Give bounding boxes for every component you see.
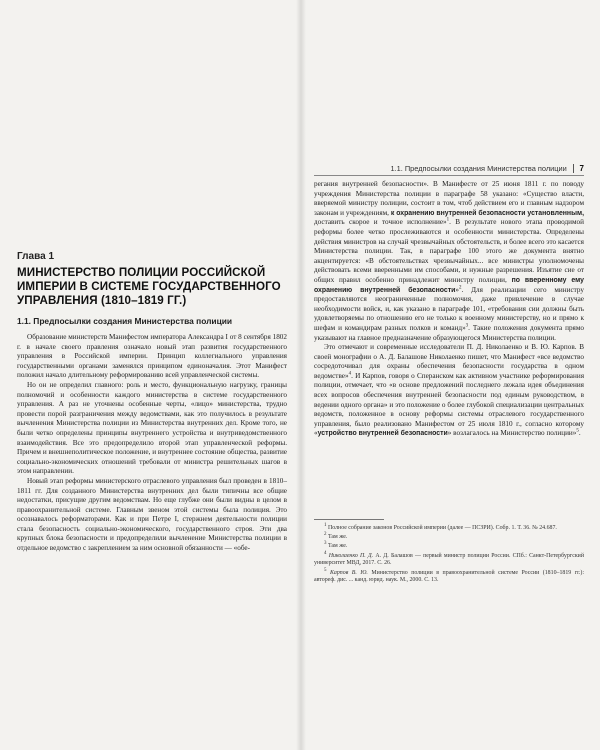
chapter-title: МИНИСТЕРСТВО ПОЛИЦИИ РОССИЙСКОЙ ИМПЕРИИ В СИСТЕМЕ ГОСУДАРСТВЕННОГО УПРАВЛЕНИЯ (1810–1819 ГГ.)	[17, 266, 281, 308]
book-gutter	[296, 0, 306, 750]
footnote-author: Карпов В. Ю.	[330, 569, 368, 576]
running-head-separator	[573, 164, 574, 173]
footnote-ref: 3	[465, 323, 469, 329]
running-head-title: 1.1. Предпосылки создания Министерства полиции	[390, 164, 567, 173]
footnote-number: 1	[324, 523, 327, 529]
paragraph	[314, 343, 584, 439]
text-run: . И Карпов, говоря о Сперанском как активном участнике реформирования полиции, отмечает, что «в основе предложений последнего лежала идея объединения всех вопросов обеспечения внутренней безопасности под единым руководством, в ведении одного органа» и это положение о более глубокой специализации центральных ведомств, положенное в основу реформы системы отраслевого государственного управления, было реализовано Манифестом от 25 июля 1810 г., согласно которому «	[314, 371, 584, 438]
footnote-text: Министерство полиции в правоохранительной системе России (1810–1819 гг.): автореф. дис. ... канд. юрид. наук. М., 2000. С. 13.	[314, 569, 584, 584]
page-number: 7	[579, 164, 584, 173]
footnote	[314, 550, 584, 569]
text-run: регания внутренней безопасности». В Манифесте от 25 июня 1811 г. по поводу учреждения Министерства полиции в параграфе 58 указано: «Существо власти, вверяемой министру полиции, состоит в том, чтоб действием его и главным надзором законам и учреждениям,	[314, 180, 584, 217]
running-head	[314, 164, 584, 176]
text-run: Это отмечают и современные исследователи П. Д. Николаенко и В. Ю. Карпов. В своей монографии о А. Д. Балашове Николаенко пишет, что Манифест «все ведомство сосредоточивал для охраны обеспечения безопасности государства в одном ведомстве»	[314, 343, 584, 380]
chapter-label: Глава 1	[17, 251, 55, 262]
footnote	[314, 543, 584, 551]
footnote-ref: 1	[446, 217, 450, 223]
section-title: 1.1. Предпосылки создания Министерства полиции	[17, 316, 233, 326]
footnote-number: 4	[324, 550, 327, 556]
emphasis-text: к охранению внутренней безопасности установленным,	[390, 209, 584, 217]
paragraph: Но он не определил главного: роль и место, функциональную нагрузку, границы полномочий и особенности каждого министерства в системе государственного управления. А раз не уточнены особенные черты, «лицо» министерства, трудно провести порой разграничения между ведомствами, как это получилось в результате вычленения Министерства полиции из Министерства внутренних дел. Кроме того, не были четко определены принципы внутреннего устройства и внутриведомственного взаимодействия. Все это предопределило второй этап управленческой реформы. Причем и внешнеполитическое положение, и внутреннее состояние общества, развитие социально-экономических отношений требовали от министра решительных шагов в этом направлении.	[17, 380, 287, 476]
footnote-ref: 4	[348, 371, 352, 377]
text-run: доставить скорое и точное исполнение»	[314, 218, 447, 227]
footnote-text: Там же.	[327, 534, 348, 541]
paragraph: Новый этап реформы министерского отраслевого управления был проведен в 1810–1811 гг. Для созданного Министерства внутренних дел были типичны все общие недостатки, присущие другим ведомствам. Но еще глубже они были видны в целом в правоохранительной системе. Главным звеном этой системы была полиция. Это осознавалось реформаторами. Как и при Петре I, стержнем деятельности полиции стала безопасность социально-экономического, государственного строя. Эти два крупных блока безопасности и предопределили вычленение Министерства полиции в отдельное ведомство с закреплением за ним основной обязанности — «обе-	[17, 476, 287, 553]
text-run: . Такие положения документа прямо указывают на главное предназначение образующегося Министерства полиции.	[314, 323, 584, 342]
footnote	[314, 567, 584, 586]
footnote-text: Полное собрание законов Российской империи (далее — ПСЗРИ). Собр. 1. Т. 36. № 24.687.	[327, 525, 557, 531]
text-run: »	[455, 285, 459, 294]
right-page-body	[314, 180, 584, 439]
paragraph: Образование министерств Манифестом императора Александра I от 8 сентября 1802 г. в начале своего правления означало новый этап развития государственного управления в Российской империи. Принцип коллегиального управления государственными органами заменялся принципом единоначалия. Этот Манифест положил начало длительному реформированию всей управленческой системы.	[17, 333, 287, 380]
footnote-ref: 5	[576, 429, 579, 435]
footnote-number: 5	[324, 567, 327, 573]
left-page-body	[17, 333, 287, 554]
footnote-text: Там же.	[327, 543, 348, 550]
footnote	[314, 534, 584, 542]
paragraph	[314, 180, 584, 343]
footnote	[314, 525, 584, 533]
text-run: » возлагалось на Министерство полиции»	[447, 429, 577, 438]
footnote-text: А. Д. Балашов — первый министр полиции России. СПб.: Санкт-Петербургский университет МВД, 2017. С. 26.	[314, 552, 584, 567]
footnote-author: Николаенко П. Д.	[328, 552, 374, 559]
footnote-divider	[314, 519, 384, 520]
emphasis-text: устройство внутренней безопасности	[317, 430, 448, 438]
text-run: .	[578, 429, 581, 438]
footnote-number: 3	[324, 541, 327, 547]
text-run: . В результате нового этапа проводимой реформы более четко прослеживаются и особенности министерства. Определены действия министров на случай чрезвычайных обстоятельств, и более всего это касается Министерства полиции. Так, в параграфе 100 этого же документа внятно акцентируется: «В обстоятельствах чрезвычайных... все министры уполномочены действовать всеми вверенными им способами, и нужные разрешения. Изъятие сие от общих правил особенно принадлежит министру полиции,	[314, 218, 584, 284]
footnote-number: 2	[324, 532, 327, 538]
footnotes	[314, 525, 584, 587]
emphasis-text: по вверенному ему охранению внутренней безопасности	[314, 276, 584, 294]
footnote-ref: 2	[458, 285, 462, 291]
text-run: . Для реализации сего министру предоставляются неограниченные полномочия, даже привлечение в случае необходимости войск, и, как указано в параграфе 101, «требования сии должны быть удовлетворяемы по отношению его не только к военному министерству, но и прямо к шефам и командирам разных полков и команд»	[314, 285, 584, 332]
